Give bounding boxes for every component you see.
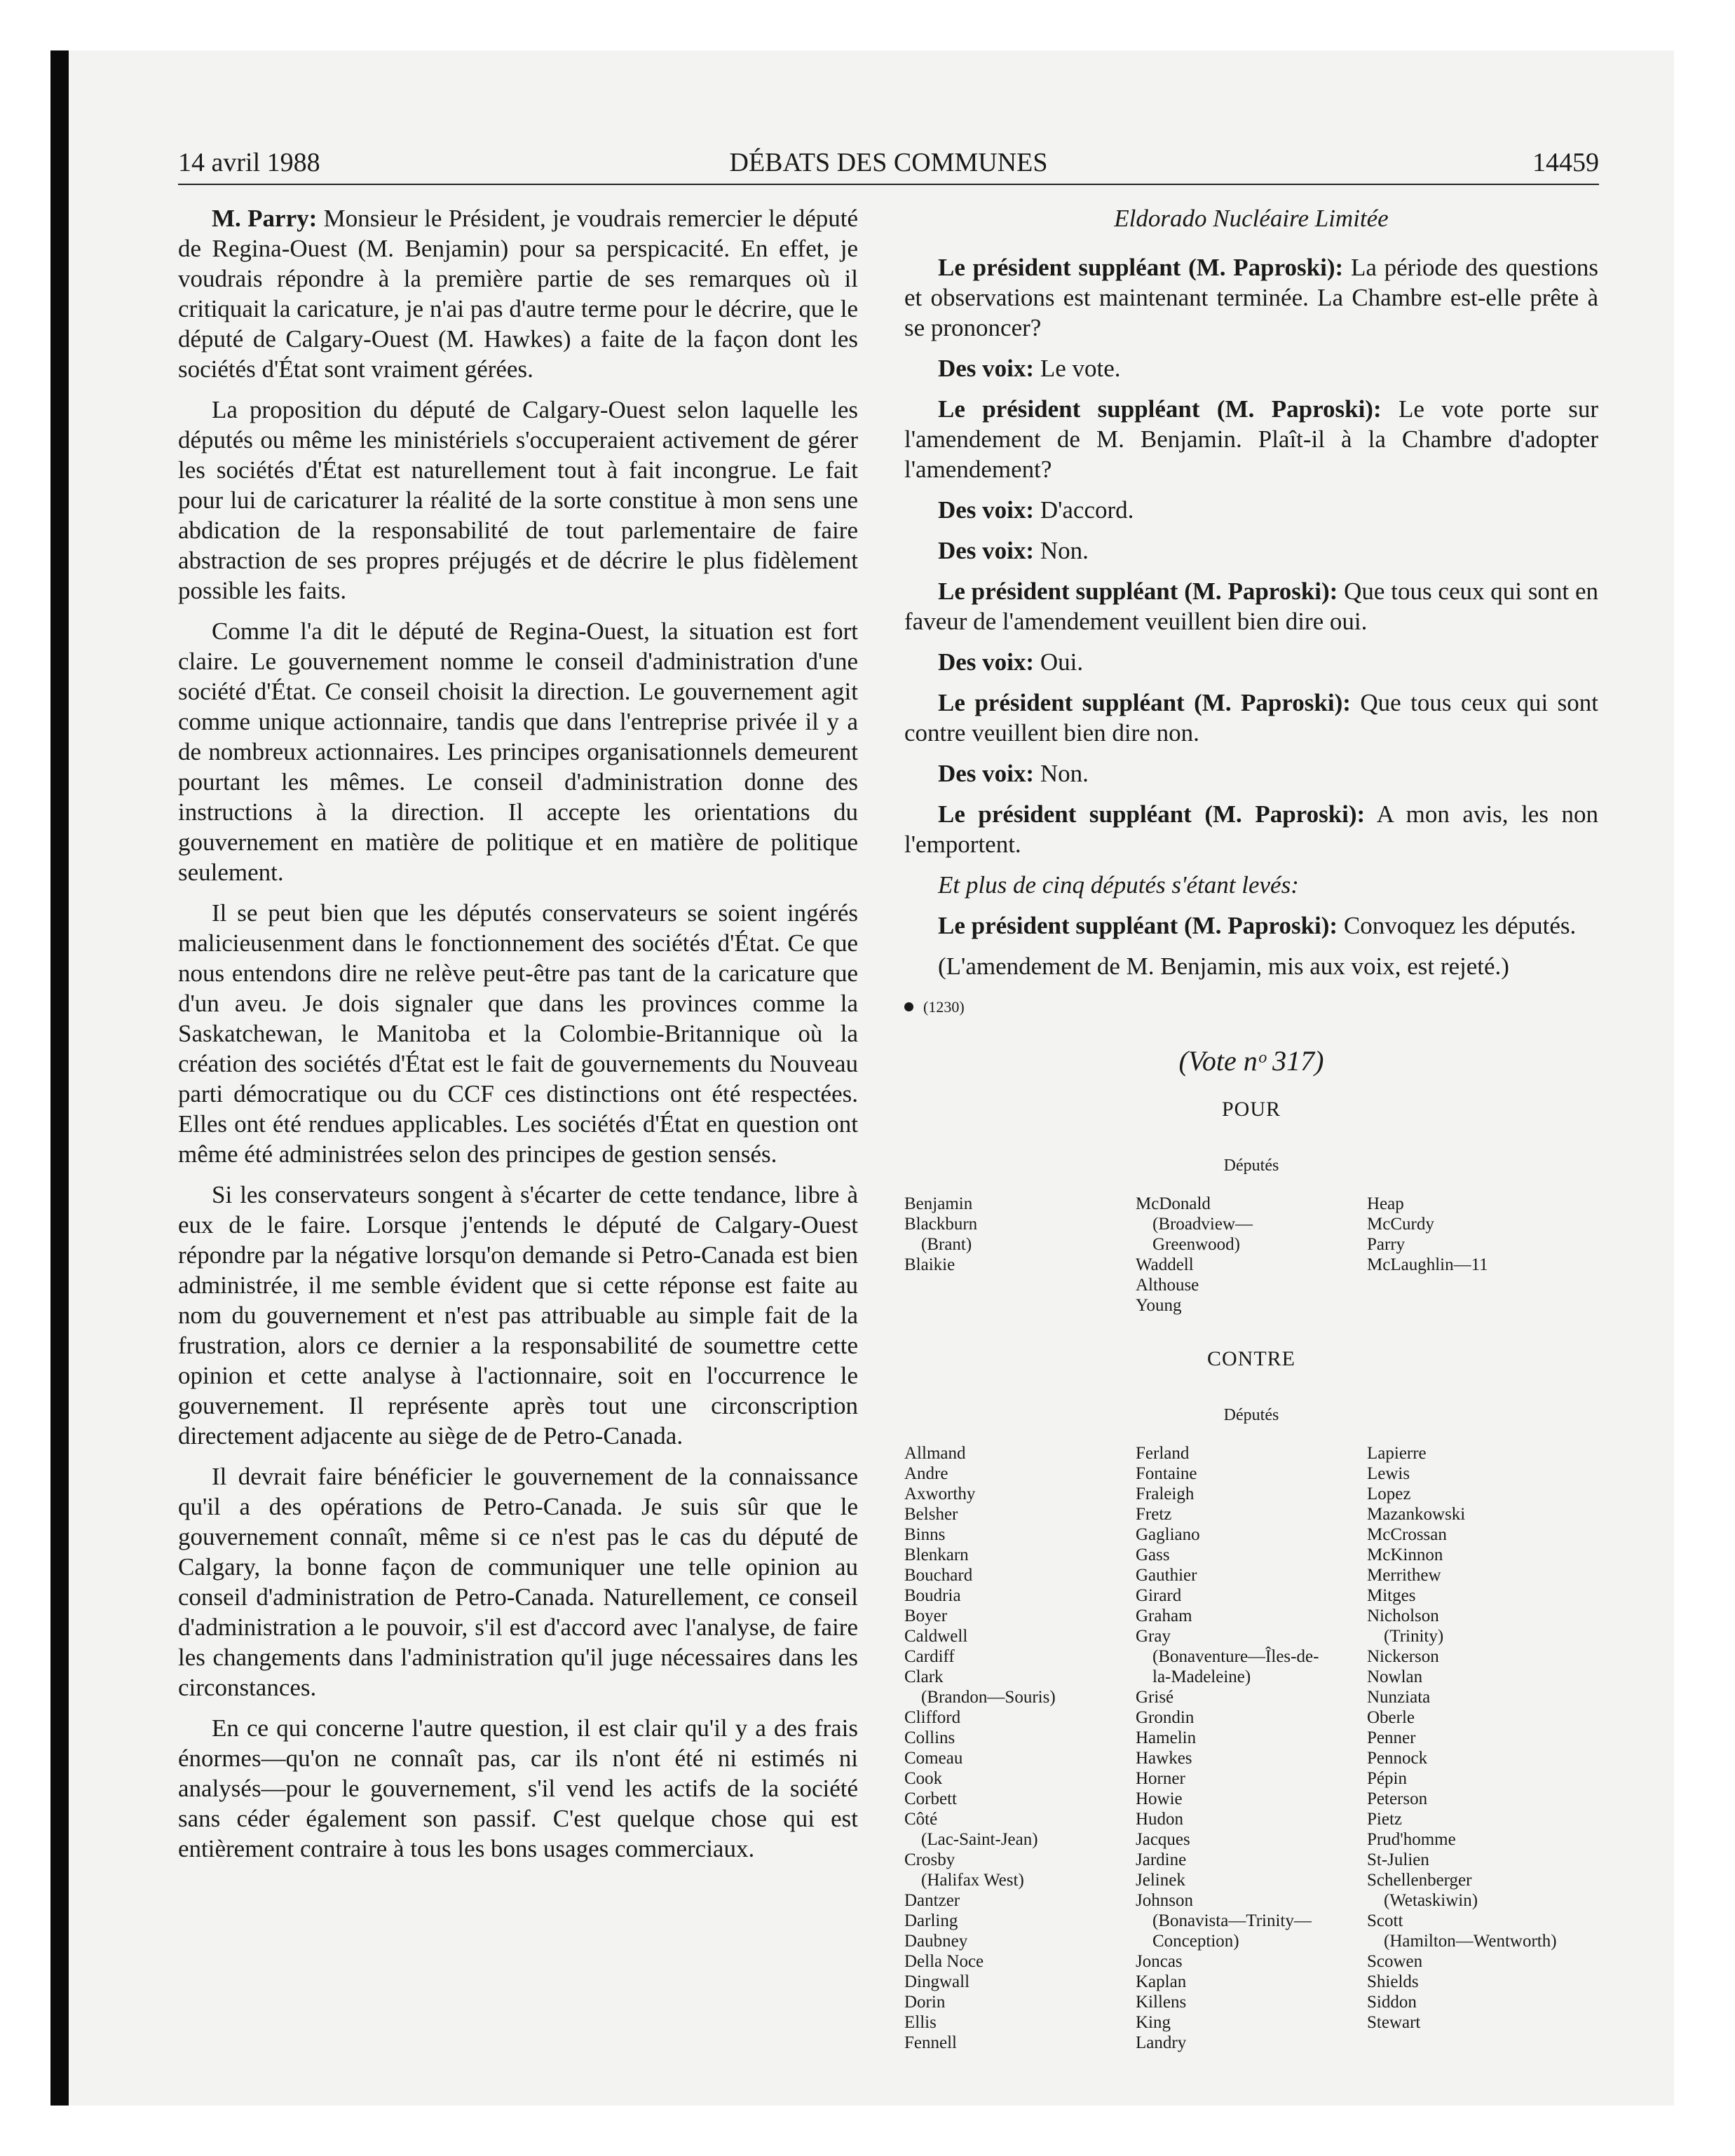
speaker-name: Le président suppléant (M. Paproski): [938,912,1338,939]
deputy-name: Dingwall [904,1972,970,1991]
deputy-name: Darling [904,1911,958,1930]
deputy-name: Boyer [904,1606,948,1625]
deputy-name: McKinnon [1367,1546,1443,1564]
deputy-name: Ellis [904,2013,937,2032]
deputy-name: Heap [1367,1194,1404,1213]
speaker-name: Des voix: [938,496,1035,524]
speaker-name: Le président suppléant (M. Paproski): [938,578,1338,605]
exchange-text: Le vote. [1034,355,1121,382]
deputy-name: Allmand [904,1444,966,1463]
deputy-name: Boudria [904,1586,961,1605]
deputy-name: Côté [904,1810,938,1829]
paragraph-text: La proposition du député de Calgary-Ouest selon laquelle les députés ou même les ministériels s'occuperaient activement de gérer les sociétés d'État est naturellement tout à fait incongrue. Le fait pour lui de caricaturer la réalité de la sorte constitue à mon sens une abdication de la responsabilité de tout parlementaire de faire abstraction de ses propres préjugés et de décrire le plus fidèlement possible les faits. [178,396,858,604]
deputy-name: McCrossan [1367,1525,1447,1544]
paragraph [178,1713,858,1864]
speaker-name: Des voix: [938,760,1035,787]
deputy-name: Stewart [1367,2013,1421,2032]
deputy-name: Corbett [904,1789,957,1808]
right-column [904,203,1598,2053]
deputy-name: Cardiff [904,1647,955,1666]
deputy-name: Dorin [904,1993,946,2012]
deputy-name: (Trinity) [1384,1627,1444,1646]
deputy-name: Killens [1136,1993,1187,2012]
contre-name-list [904,1443,1598,2053]
name-column [1136,1443,1367,2053]
deputy-name: Jacques [1136,1830,1190,1849]
pour-name-list [904,1194,1598,1316]
deputy-name: Fraleigh [1136,1485,1195,1503]
deputy-name: Landry [1136,2033,1187,2052]
paragraph [178,898,858,1169]
deputy-name: McCurdy [1367,1215,1434,1234]
exchange [904,252,1598,343]
paragraph [178,1461,858,1703]
deputy-name: Blackburn [904,1215,978,1234]
binding-edge [50,50,69,2106]
deputy-name: Hamelin [1136,1728,1197,1747]
name-column [904,1194,1136,1316]
deputy-name: Lapierre [1367,1444,1427,1463]
speaker-name: Le président suppléant (M. Paproski): [938,800,1366,828]
deputy-name: Scott [1367,1911,1403,1930]
deputy-name: Nickerson [1367,1647,1439,1666]
speaker-name: M. Parry: [212,205,318,232]
deputy-name: Grisé [1136,1688,1174,1707]
deputy-name: Belsher [904,1505,958,1524]
deputy-name: Lewis [1367,1464,1410,1483]
deputy-name: (Lac-Saint-Jean) [921,1830,1038,1849]
italic-note: Et plus de cinq députés s'étant levés: [938,871,1299,899]
deputy-name: Young [1136,1296,1182,1315]
deputy-name: (Halifax West) [921,1871,1024,1890]
paragraph [178,1180,858,1451]
exchange-text: La période des questions et observations est maintenant terminée. La Chambre est-elle prête à se prononcer? [904,254,1598,341]
deputy-name: Della Noce [904,1952,984,1971]
deputy-name: McLaughlin—11 [1367,1255,1488,1274]
deputy-name: Lopez [1367,1485,1411,1503]
deputy-name: Fennell [904,2033,957,2052]
deputes-label: Députés [1223,1406,1279,1424]
deputy-name: Johnson [1136,1891,1193,1910]
deputy-name: Blaikie [904,1255,955,1274]
deputy-name: Fretz [1136,1505,1172,1524]
exchange [904,495,1598,525]
deputy-name: (Brant) [921,1235,972,1254]
deputy-name: Binns [904,1525,946,1544]
deputy-name: Girard [1136,1586,1182,1605]
deputy-name: Oberle [1367,1708,1415,1727]
deputy-name: Crosby [904,1850,955,1869]
deputy-name: (Bonaventure—Îles-de- [1152,1647,1319,1666]
paragraph [178,203,858,384]
paragraph-text: Monsieur le Président, je voudrais remercier le député de Regina-Ouest (M. Benjamin) pour sa perspicacité. En effet, je voudrais répondre à la première partie de ses remarques où il critiquait la caricature, je n'ai pas d'autre terme pour le décrire, que le député de Calgary-Ouest (M. Hawkes) a faite de la façon dont les sociétés d'État sont vraiment gérées. [178,205,859,383]
name-column [1367,1443,1598,2053]
name-column [1136,1194,1367,1316]
deputy-name: Howie [1136,1789,1183,1808]
exchange [904,576,1598,636]
deputy-name: Gray [1136,1627,1171,1646]
deputy-name: Parry [1367,1235,1406,1254]
speaker-name: Le président suppléant (M. Paproski): [938,254,1344,281]
deputy-name: Penner [1367,1728,1416,1747]
deputy-name: Nicholson [1367,1606,1439,1625]
deputy-name: Waddell [1136,1255,1194,1274]
paragraph-text: Il devrait faire bénéficier le gouvernement de la connaissance qu'il a des opérations de Petro-Canada. Je suis sûr que le gouvernement connaît, même si ce n'est pas le cas du député de Calgary, la bonne façon de communiquer une telle opinion au conseil d'administration de Petro-Canada. Naturellement, ce conseil d'administration a le pouvoir, s'il est d'accord avec l'analyse, de faire les changements dans l'administration qu'il juge nécessaires dans les circonstances. [178,1463,858,1701]
speaker-name: Des voix: [938,355,1035,382]
deputy-name: Cook [904,1769,943,1788]
paragraph [178,395,858,606]
exchange-text: Que tous ceux qui sont en faveur de l'amendement veuillent bien dire oui. [904,578,1599,635]
speaker-name: Le président suppléant (M. Paproski): [938,395,1382,423]
deputy-name: Jardine [1136,1850,1187,1869]
exchange [904,758,1598,789]
name-column [1367,1194,1598,1316]
section-title: Eldorado Nucléaire Limitée [1114,205,1389,232]
vote-result: (L'amendement de M. Benjamin, mis aux voix, est rejeté.) [938,953,1509,980]
deputy-name: St-Julien [1367,1850,1429,1869]
contre-heading: CONTRE [1207,1347,1295,1370]
bullet-icon [904,1002,913,1011]
deputy-name: Nowlan [1367,1667,1423,1686]
deputy-name: Comeau [904,1749,963,1768]
deputy-name: (Broadview— [1152,1215,1253,1234]
deputy-name: Clark [904,1667,944,1686]
paragraph-text: Il se peut bien que les députés conservateurs se soient ingérés malicieusenment dans le fonctionnement des sociétés d'État. Ce que nous entendons dire ne relève peut-être pas tant de la caricature que d'un aveu. Je dois signaler que dans les provinces comme la Saskatchewan, le Manitoba et la Colombie-Britannique où la création des sociétés d'État est le fait de gouvernements du Nouveau parti démocratique ou du CCF ces distinctions ont été respectées. Elles ont été rendues applicables. Les sociétés d'État en question ont même été administrées selon des principes de gestion sensés. [178,899,858,1168]
exchange-text: A mon avis, les non l'emportent. [904,800,1598,858]
header-date: 14 avril 1988 [178,148,320,177]
deputy-name: Merrithew [1367,1566,1441,1585]
deputy-name: (Bonavista—Trinity— [1152,1911,1312,1930]
deputy-name: (Hamilton—Wentworth) [1384,1932,1557,1951]
exchange [904,353,1598,383]
deputy-name: Gauthier [1136,1566,1197,1585]
exchange [904,394,1598,484]
header-page-number: 14459 [1532,148,1599,177]
deputy-name: Bouchard [904,1566,973,1585]
deputy-name: (Brandon—Souris) [921,1688,1056,1707]
deputy-name: Siddon [1367,1993,1417,2012]
left-column [178,203,858,1874]
exchange-text: Que tous ceux qui sont contre veuillent bien dire non. [904,689,1598,746]
page-header [178,144,1599,185]
exchange-text: Non. [1034,537,1089,564]
deputy-name: Pietz [1367,1810,1402,1829]
deputy-name: Gass [1136,1546,1170,1564]
deputy-name: Collins [904,1728,955,1747]
exchange-text: Non. [1034,760,1089,787]
deputy-name: Mazankowski [1367,1505,1466,1524]
deputy-name: Blenkarn [904,1546,969,1564]
timestamp-marker [904,992,1598,1022]
deputy-name: Prud'homme [1367,1830,1456,1849]
deputy-name: Althouse [1136,1276,1199,1295]
deputy-name: Kaplan [1136,1972,1187,1991]
exchange-text: Oui. [1034,648,1084,676]
deputy-name: Gagliano [1136,1525,1200,1544]
deputy-name: Daubney [904,1932,968,1951]
exchange [904,647,1598,677]
exchange [904,688,1598,748]
deputy-name: Graham [1136,1606,1192,1625]
deputy-name: Hawkes [1136,1749,1192,1768]
deputy-name: Mitges [1367,1586,1416,1605]
deputy-name: Hudon [1136,1810,1184,1829]
deputy-name: Pépin [1367,1769,1407,1788]
deputy-name: Axworthy [904,1485,976,1503]
deputy-name: Horner [1136,1769,1185,1788]
deputy-name: Schellenberger [1367,1871,1472,1890]
deputy-name: Benjamin [904,1194,973,1213]
name-column [904,1443,1136,2053]
deputy-name: Peterson [1367,1789,1428,1808]
exchange-text: D'accord. [1034,496,1134,524]
paragraph-text: Comme l'a dit le député de Regina-Ouest, la situation est fort claire. Le gouvernement nomme le conseil d'administration d'une société d'État. Ce conseil choisit la direction. Le gouvernement agit comme unique actionnaire, tandis que dans l'entreprise privée il y a de nombreux actionnaires. Les principes organisationnels demeurent pourtant les mêmes. Le conseil d'administration donne des instructions à la direction. Il accepte les orientations du gouvernement en matière de politique et en matière de politique seulement. [178,618,858,886]
deputy-name: Dantzer [904,1891,960,1910]
paragraph [178,616,858,887]
vote-title: (Vote nᵒ 317) [1178,1045,1324,1077]
deputy-name: Jelinek [1136,1871,1185,1890]
exchange [904,535,1598,566]
deputy-name: Pennock [1367,1749,1428,1768]
pour-heading: POUR [1221,1098,1281,1121]
deputes-label: Députés [1223,1157,1279,1175]
exchange [904,910,1598,941]
deputy-name: Caldwell [904,1627,968,1646]
exchange-text: Le vote porte sur l'amendement de M. Benjamin. Plaît-il à la Chambre d'adopter l'amendement? [904,395,1598,483]
deputy-name: Fontaine [1136,1464,1197,1483]
deputy-name: Conception) [1152,1932,1239,1951]
timestamp: (1230) [923,998,965,1016]
exchange-text: Convoquez les députés. [1338,912,1577,939]
deputy-name: Joncas [1136,1952,1183,1971]
deputy-name: Nunziata [1367,1688,1431,1707]
deputy-name: Shields [1367,1972,1419,1991]
deputy-name: King [1136,2013,1171,2032]
deputy-name: la-Madeleine) [1152,1667,1251,1686]
exchange [904,799,1598,859]
deputy-name: Andre [904,1464,948,1483]
deputy-name: Clifford [904,1708,961,1727]
speaker-name: Des voix: [938,537,1035,564]
paragraph-text: Si les conservateurs songent à s'écarter de cette tendance, libre à eux de le faire. Lorsque j'entends le député de Calgary-Ouest répondre par la négative lorsqu'on demande si Petro-Canada est bien administrée, il me semble évident que si cette réponse est faite au nom du gouvernement et n'est pas attribuable au simple fait de la frustration, alors ce dernier a la responsabilité de soumettre cette opinion et cette analyse à l'actionnaire, soit en l'occurrence le gouvernement. Il représente après tout une circonscription directement adjacente au siège de de Petro-Canada. [178,1181,858,1449]
paragraph-text: En ce qui concerne l'autre question, il est clair qu'il y a des frais énormes—qu'on ne connaît pas, car ils n'ont été ni estimés ni analysés—pour le gouvernement, s'il vend les actifs de la société sans céder également son passif. C'est quelque chose qui est entièrement contraire à tous les bons usages commerciaux. [178,1714,858,1862]
deputy-name: (Wetaskiwin) [1384,1891,1478,1910]
speaker-name: Des voix: [938,648,1035,676]
deputy-name: Scowen [1367,1952,1423,1971]
deputy-name: McDonald [1136,1194,1211,1213]
deputy-name: Greenwood) [1152,1235,1240,1254]
deputy-name: Grondin [1136,1708,1195,1727]
deputy-name: Ferland [1136,1444,1190,1463]
speaker-name: Le président suppléant (M. Paproski): [938,689,1351,716]
header-title: DÉBATS DES COMMUNES [729,148,1048,177]
